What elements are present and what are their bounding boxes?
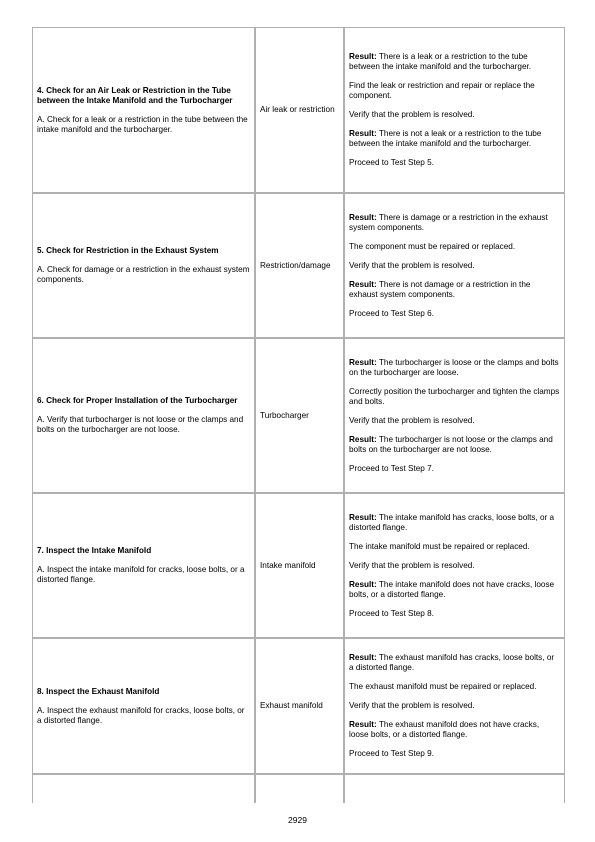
result-pass [349, 720, 560, 740]
component-cell [255, 338, 344, 493]
result-label: Result: [349, 357, 377, 367]
component-cell [255, 493, 344, 638]
verify-text: Verify that the problem is resolved. [349, 260, 475, 270]
test-step-cell [32, 493, 255, 638]
result-text: The intake manifold has cracks, loose bolts, or a distorted flange. [349, 512, 555, 532]
result-fail [349, 52, 560, 72]
result-label: Result: [349, 579, 377, 589]
proceed-text: Proceed to Test Step 5. [349, 158, 434, 167]
result-text: The exhaust manifold does not have cracks, loose bolts, or a distorted flange. [349, 720, 540, 739]
result-text: The exhaust manifold has cracks, loose bolts, or a distorted flange. [349, 653, 555, 672]
component-label: Exhaust manifold [260, 701, 323, 710]
component-label: Intake manifold [260, 560, 316, 570]
results-cell [344, 493, 565, 638]
result-pass [349, 280, 560, 300]
test-step-title: 6. Check for Proper Installation of the Turbocharger [37, 396, 238, 405]
test-steps-table [32, 27, 565, 803]
empty-cell [255, 774, 344, 803]
repair-action: The component must be repaired or replaced. [349, 241, 516, 251]
result-fail [349, 358, 560, 378]
continuation-row [32, 774, 565, 803]
test-step-row [32, 193, 565, 338]
result-label: Result: [349, 434, 377, 444]
test-step-row [32, 338, 565, 493]
test-step-title: 5. Check for Restriction in the Exhaust System [37, 246, 219, 255]
verify-text: Verify that the problem is resolved. [349, 110, 475, 119]
test-step-cell [32, 638, 255, 774]
component-label: Turbocharger [260, 410, 309, 420]
results-cell [344, 638, 565, 774]
test-step-title: 4. Check for an Air Leak or Restriction in the Tube between the Intake Manifold and the Turbocharger [37, 85, 233, 105]
result-label: Result: [349, 52, 377, 61]
empty-cell [344, 774, 565, 803]
repair-action: Correctly position the turbocharger and tighten the clamps and bolts. [349, 386, 560, 406]
test-step-instruction: A. Inspect the exhaust manifold for cracks, loose bolts, or a distorted flange. [37, 705, 245, 725]
component-label: Restriction/damage [260, 260, 331, 270]
proceed-text: Proceed to Test Step 7. [349, 463, 434, 473]
page-number: 2929 [288, 815, 307, 825]
test-step-instruction: A. Verify that turbocharger is not loose or the clamps and bolts on the turbocharger are not loose. [37, 415, 244, 434]
result-label: Result: [349, 129, 377, 138]
results-cell [344, 193, 565, 338]
proceed-text: Proceed to Test Step 8. [349, 608, 434, 618]
result-fail [349, 513, 560, 533]
component-cell [255, 193, 344, 338]
result-pass [349, 129, 560, 149]
component-cell [255, 638, 344, 774]
test-step-instruction: A. Inspect the intake manifold for cracks, loose bolts, or a distorted flange. [37, 565, 245, 584]
component-label: Air leak or restriction [260, 105, 335, 114]
test-step-title: 7. Inspect the Intake Manifold [37, 546, 152, 555]
repair-action: The exhaust manifold must be repaired or replaced. [349, 682, 537, 691]
result-fail [349, 213, 560, 233]
verify-text: Verify that the problem is resolved. [349, 560, 475, 570]
result-label: Result: [349, 653, 377, 662]
result-label: Result: [349, 212, 377, 222]
proceed-text: Proceed to Test Step 6. [349, 308, 434, 318]
result-text: The turbocharger is loose or the clamps and bolts on the turbocharger are loose. [349, 357, 559, 377]
test-step-row [32, 638, 565, 774]
result-text: The turbocharger is not loose or the clamps and bolts on the turbocharger are not loose. [349, 434, 553, 454]
test-step-row [32, 493, 565, 638]
test-step-title: 8. Inspect the Exhaust Manifold [37, 686, 160, 696]
test-step-cell [32, 338, 255, 493]
test-step-instruction: A. Check for a leak or a restriction in the tube between the intake manifold and the turbocharger. [37, 114, 248, 134]
proceed-text: Proceed to Test Step 9. [349, 749, 434, 758]
results-cell [344, 27, 565, 193]
test-step-cell [32, 27, 255, 193]
result-label: Result: [349, 720, 377, 729]
result-label: Result: [349, 512, 377, 522]
result-text: The intake manifold does not have cracks, loose bolts, or a distorted flange. [349, 579, 555, 599]
repair-action: The intake manifold must be repaired or replaced. [349, 541, 530, 551]
verify-text: Verify that the problem is resolved. [349, 415, 475, 425]
result-text: There is not damage or a restriction in the exhaust system components. [349, 279, 531, 299]
test-step-cell [32, 193, 255, 338]
result-text: There is damage or a restriction in the exhaust system components. [349, 212, 548, 232]
empty-cell [32, 774, 255, 803]
component-cell [255, 27, 344, 193]
result-label: Result: [349, 279, 377, 289]
test-step-instruction: A. Check for damage or a restriction in the exhaust system components. [37, 265, 250, 284]
repair-action: Find the leak or restriction and repair or replace the component. [349, 81, 535, 100]
result-pass [349, 580, 560, 600]
results-cell [344, 338, 565, 493]
verify-text: Verify that the problem is resolved. [349, 701, 475, 710]
result-pass [349, 435, 560, 455]
result-text: There is a leak or a restriction to the tube between the intake manifold and the turbocharger. [349, 52, 532, 71]
result-fail [349, 653, 560, 673]
test-step-row [32, 27, 565, 193]
result-text: There is not a leak or a restriction to the tube between the intake manifold and the turbocharger. [349, 129, 542, 148]
